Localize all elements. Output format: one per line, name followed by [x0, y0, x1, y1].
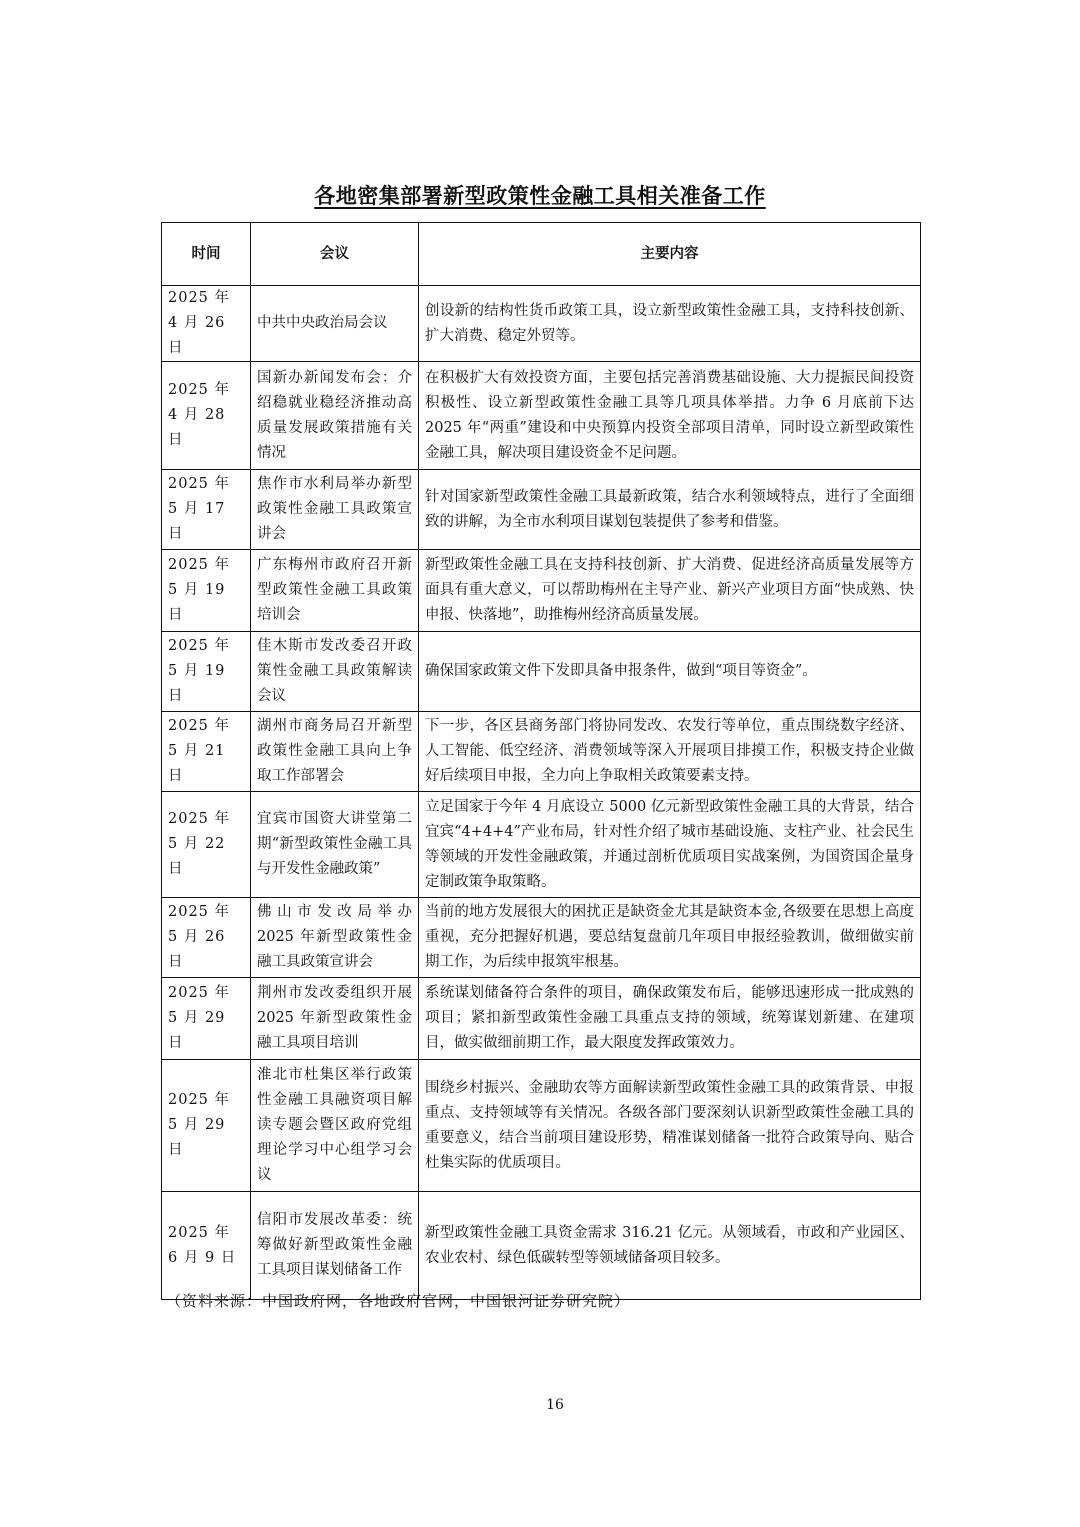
row-meeting: 中共中央政治局会议 — [251, 286, 419, 362]
row-meeting: 佳木斯市发改委召开政策性金融工具政策解读会议 — [251, 632, 419, 712]
table-row — [162, 550, 921, 632]
row-content: 围绕乡村振兴、金融助农等方面解读新型政策性金融工具的政策背景、申报重点、支持领域等有关情况。各级各部门要深刻认识新型政策性金融工具的重要意义，结合当前项目建设形势，精准谋划储备一批符合政策导向、贴合杜集实际的优质项目。 — [419, 1060, 921, 1192]
row-meeting: 信阳市发展改革委：统筹做好新型政策性金融工具项目谋划储备工作 — [251, 1192, 419, 1300]
document-title — [0, 180, 1080, 210]
row-meeting: 湖州市商务局召开新型政策性金融工具向上争取工作部署会 — [251, 712, 419, 792]
row-date: 2025 年 5 月 22 日 — [162, 792, 251, 898]
row-content: 创设新的结构性货币政策工具，设立新型政策性金融工具，支持科技创新、扩大消费、稳定外贸等。 — [419, 286, 921, 362]
header-meeting: 会议 — [251, 223, 419, 286]
row-content: 针对国家新型政策性金融工具最新政策，结合水利领域特点，进行了全面细致的讲解，为全市水利项目谋划包装提供了参考和借鉴。 — [419, 470, 921, 550]
header-content: 主要内容 — [419, 223, 921, 286]
row-content: 新型政策性金融工具资金需求 316.21 亿元。从领域看，市政和产业园区、农业农村、绿色低碳转型等领域储备项目较多。 — [419, 1192, 921, 1300]
table-row — [162, 632, 921, 712]
table-row — [162, 470, 921, 550]
row-date: 2025 年 4 月 26 日 — [162, 286, 251, 362]
row-content: 新型政策性金融工具在支持科技创新、扩大消费、促进经济高质量发展等方面具有重大意义，可以帮助梅州在主导产业、新兴产业项目方面“快成熟、快申报、快落地”，助推梅州经济高质量发展。 — [419, 550, 921, 632]
row-date: 2025 年 4 月 28 日 — [162, 362, 251, 470]
row-content: 立足国家于今年 4 月底设立 5000 亿元新型政策性金融工具的大背景，结合宜宾“4+4+4”产业布局，针对性介绍了城市基础设施、支柱产业、社会民生等领域的开发性金融政策，并通过剖析优质项目实战案例，为国资国企量身定制政策争取策略。 — [419, 792, 921, 898]
document-title-text: 各地密集部署新型政策性金融工具相关准备工作 — [314, 184, 766, 208]
table-row — [162, 712, 921, 792]
row-content: 当前的地方发展很大的困扰正是缺资金尤其是缺资本金,各级要在思想上高度重视，充分把握好机遇，要总结复盘前几年项目申报经验教训，做细做实前期工作，为后续申报筑牢根基。 — [419, 898, 921, 978]
row-date: 2025 年 5 月 19 日 — [162, 550, 251, 632]
row-date: 2025 年 6 月 9 日 — [162, 1192, 251, 1300]
row-date: 2025 年 5 月 26 日 — [162, 898, 251, 978]
row-date: 2025 年 5 月 21 日 — [162, 712, 251, 792]
table-row — [162, 362, 921, 470]
row-date: 2025 年 5 月 29 日 — [162, 978, 251, 1060]
row-date: 2025 年 5 月 29 日 — [162, 1060, 251, 1192]
row-date: 2025 年 5 月 17 日 — [162, 470, 251, 550]
table-header-row — [162, 223, 921, 286]
row-content: 确保国家政策文件下发即具备申报条件，做到“项目等资金”。 — [419, 632, 921, 712]
table-row — [162, 898, 921, 978]
row-meeting: 淮北市杜集区举行政策性金融工具融资项目解读专题会暨区政府党组理论学习中心组学习会议 — [251, 1060, 419, 1192]
row-meeting: 焦作市水利局举办新型政策性金融工具政策宣讲会 — [251, 470, 419, 550]
table-row — [162, 1060, 921, 1192]
row-content: 在积极扩大有效投资方面，主要包括完善消费基础设施、大力提振民间投资积极性、设立新型政策性金融工具等几项具体举措。力争 6 月底前下达 2025 年“两重”建设和中央预算内投资全部项目清单，同时设立新型政策性金融工具，解决项目建设资金不足问题。 — [419, 362, 921, 470]
row-content: 系统谋划储备符合条件的项目，确保政策发布后，能够迅速形成一批成熟的项目；紧扣新型政策性金融工具重点支持的领域，统筹谋划新建、在建项目，做实做细前期工作，最大限度发挥政策效力。 — [419, 978, 921, 1060]
row-meeting: 佛山市发改局举办 2025 年新型政策性金融工具政策宣讲会 — [251, 898, 419, 978]
table-row — [162, 978, 921, 1060]
policy-table — [161, 222, 921, 1300]
table-row — [162, 286, 921, 362]
row-meeting: 国新办新闻发布会：介绍稳就业稳经济推动高质量发展政策措施有关情况 — [251, 362, 419, 470]
row-meeting: 广东梅州市政府召开新型政策性金融工具政策培训会 — [251, 550, 419, 632]
row-date: 2025 年 5 月 19 日 — [162, 632, 251, 712]
row-meeting: 荆州市发改委组织开展 2025 年新型政策性金融工具项目培训 — [251, 978, 419, 1060]
table-row — [162, 1192, 921, 1300]
source-note: （资料来源：中国政府网，各地政府官网，中国银河证券研究院） — [166, 1292, 631, 1310]
header-time: 时间 — [162, 223, 251, 286]
table-row — [162, 792, 921, 898]
row-content: 下一步，各区县商务部门将协同发改、农发行等单位，重点围绕数字经济、人工智能、低空经济、消费领域等深入开展项目排摸工作，积极支持企业做好后续项目申报，全力向上争取相关政策要素支持。 — [419, 712, 921, 792]
row-meeting: 宜宾市国资大讲堂第二期“新型政策性金融工具与开发性金融政策” — [251, 792, 419, 898]
page-number: 16 — [546, 1397, 564, 1413]
